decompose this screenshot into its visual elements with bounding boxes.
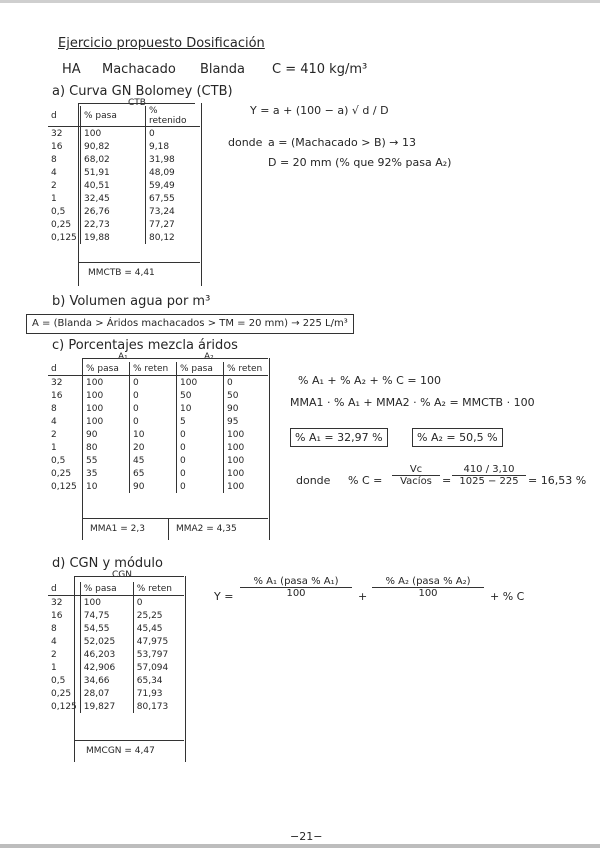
- table-row: 0,5 55 45 0 100: [48, 454, 268, 467]
- table-c-group-a2: A₂: [204, 352, 214, 362]
- table-a-group-label: CTB: [128, 98, 146, 108]
- cement-fraction-1-den: Vacíos: [400, 476, 432, 487]
- formula-D-definition: D = 20 mm (% que 92% pasa A₂): [268, 156, 452, 169]
- table-c-col-a1-ret: % reten: [130, 362, 177, 376]
- cgn-tail: + % C: [490, 590, 525, 603]
- table-c-modulus-a1: MMA1 = 2,3: [90, 524, 145, 534]
- table-row: 0,5 26,76 73,24: [48, 205, 200, 218]
- cgn-fraction-2-num: % A₂ (pasa % A₂): [372, 576, 484, 588]
- page-title: Ejercicio propuesto Dosificación: [58, 36, 265, 51]
- table-row: 0,5 34,66 65,34: [48, 674, 184, 687]
- table-row: 0,125 10 90 0 100: [48, 480, 268, 493]
- table-c-modulus-a2: MMA2 = 4,35: [176, 524, 237, 534]
- table-a: [48, 106, 200, 244]
- header-machacado: Machacado: [102, 62, 176, 77]
- table-row: 1 32,45 67,55: [48, 192, 200, 205]
- table-row: 1 42,906 57,094: [48, 661, 184, 674]
- equals-sign: =: [442, 474, 452, 487]
- header-blanda: Blanda: [200, 62, 245, 77]
- cement-pc-label: % C =: [348, 474, 383, 487]
- cement-fraction-1: [392, 464, 440, 487]
- table-a-col-d: d: [48, 106, 81, 127]
- table-c-footer-line: [82, 518, 268, 519]
- table-row: 0,125 19,827 80,173: [48, 700, 184, 713]
- table-row: 0,125 19,88 80,12: [48, 231, 200, 244]
- table-d-col-pasa: % pasa: [80, 582, 133, 596]
- table-c-col-a2-ret: % reten: [224, 362, 269, 376]
- table-c-col-a2-pasa: % pasa: [177, 362, 224, 376]
- table-d-group-label: CGN: [112, 570, 132, 580]
- table-row: 32 100 0 100 0: [48, 376, 268, 390]
- table-row: 0,25 35 65 0 100: [48, 467, 268, 480]
- table-a-col-ret: % retenido: [146, 106, 201, 127]
- result-a1-box: % A₁ = 32,97 %: [290, 428, 388, 447]
- table-row: 8 54,55 45,45: [48, 622, 184, 635]
- table-a-col-pasa: % pasa: [81, 106, 146, 127]
- table-c-col-d: d: [48, 362, 83, 376]
- table-row: 2 46,203 53,797: [48, 648, 184, 661]
- header-ha: HA: [62, 62, 81, 77]
- table-c: [48, 362, 268, 493]
- table-c-col-a1-pasa: % pasa: [83, 362, 130, 376]
- cgn-plus: +: [358, 590, 368, 603]
- cement-fraction-2-num: 410 / 3,10: [452, 464, 526, 476]
- table-row: 32 100 0: [48, 596, 184, 610]
- section-c-label: c) Porcentajes mezcla áridos: [52, 338, 238, 353]
- equation-sum: % A₁ + % A₂ + % C = 100: [298, 374, 442, 387]
- section-b-label: b) Volumen agua por m³: [52, 294, 211, 309]
- table-row: 4 100 0 5 95: [48, 415, 268, 428]
- cgn-fraction-1: [240, 576, 352, 599]
- water-volume-box: A = (Blanda > Áridos machacados > TM = 20 mm) → 225 L/m³: [26, 314, 354, 334]
- cgn-fraction-1-den: 100: [286, 588, 306, 599]
- formula-donde-a: donde: [228, 136, 263, 149]
- cement-result: = 16,53 %: [528, 474, 587, 487]
- table-d: [48, 582, 184, 713]
- section-a-label: a) Curva GN Bolomey (CTB): [52, 84, 233, 99]
- table-row: 4 52,025 47,975: [48, 635, 184, 648]
- cgn-fraction-2-den: 100: [418, 588, 438, 599]
- section-d-label: d) CGN y módulo: [52, 556, 163, 571]
- page-number: −21−: [290, 830, 323, 843]
- cement-donde: donde: [296, 474, 331, 487]
- scan-edge-top: [0, 0, 600, 3]
- table-a-footer-line: [78, 262, 200, 263]
- table-a-modulus: MMCTB = 4,41: [88, 268, 155, 278]
- scan-edge-bottom: [0, 844, 600, 848]
- cement-fraction-2: [452, 464, 526, 487]
- formula-a-definition: a = (Machacado > B) → 13: [268, 136, 416, 149]
- table-row: 0,25 28,07 71,93: [48, 687, 184, 700]
- cgn-fraction-1-num: % A₁ (pasa % A₁): [240, 576, 352, 588]
- equation-modulus: MMA1 · % A₁ + MMA2 · % A₂ = MMCTB · 100: [290, 396, 535, 409]
- table-row: 32 100 0: [48, 127, 200, 141]
- table-d-col-d: d: [48, 582, 80, 596]
- cgn-fraction-2: [372, 576, 484, 599]
- table-row: 16 90,82 9,18: [48, 140, 200, 153]
- table-d-footer-line: [74, 740, 184, 741]
- table-row: 2 90 10 0 100: [48, 428, 268, 441]
- table-d-modulus: MMCGN = 4,47: [86, 746, 155, 756]
- table-row: 16 100 0 50 50: [48, 389, 268, 402]
- table-row: 0,25 22,73 77,27: [48, 218, 200, 231]
- cement-fraction-1-num: Vc: [392, 464, 440, 476]
- table-c-footer-divider: [168, 518, 169, 540]
- header-cement: C = 410 kg/m³: [272, 62, 368, 77]
- table-row: 1 80 20 0 100: [48, 441, 268, 454]
- table-row: 4 51,91 48,09: [48, 166, 200, 179]
- table-row: 2 40,51 59,49: [48, 179, 200, 192]
- cgn-y-label: Y =: [214, 590, 234, 603]
- table-row: 8 100 0 10 90: [48, 402, 268, 415]
- table-row: 16 74,75 25,25: [48, 609, 184, 622]
- bolomey-formula: Y = a + (100 − a) √ d / D: [250, 104, 389, 117]
- table-d-col-ret: % reten: [133, 582, 184, 596]
- result-a2-box: % A₂ = 50,5 %: [412, 428, 503, 447]
- table-row: 8 68,02 31,98: [48, 153, 200, 166]
- table-c-group-a1: A₁: [118, 352, 128, 362]
- cement-fraction-2-den: 1025 − 225: [459, 476, 519, 487]
